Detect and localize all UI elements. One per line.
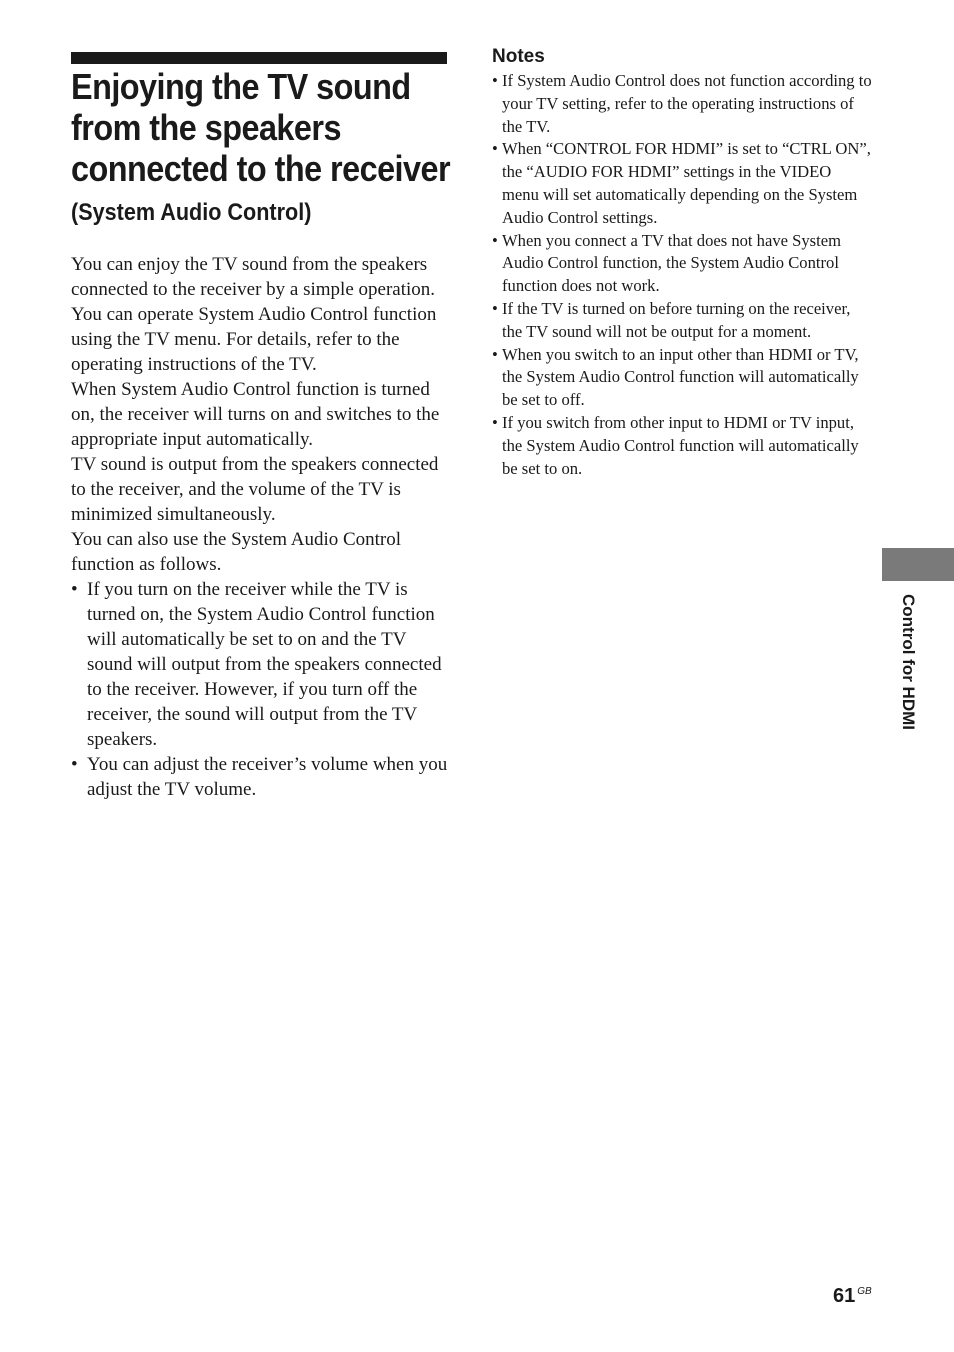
note-item [492, 230, 872, 298]
body-paragraph: You can enjoy the TV sound from the speakers connected to the receiver by a simple operation. [71, 254, 436, 300]
body-paragraph: You can also use the System Audio Control function as follows. [71, 529, 402, 575]
bullet-icon: • [492, 298, 498, 318]
notes-section [492, 44, 872, 480]
bullet-icon: • [492, 71, 498, 90]
list-item-text: You can adjust the receiver’s volume when you adjust the TV volume. [87, 754, 448, 800]
main-text [71, 252, 451, 802]
title-line: Enjoying the TV sound [71, 66, 411, 107]
section-tab-marker [882, 548, 954, 581]
page-number [833, 1280, 872, 1308]
note-text: If System Audio Control does not function according to your TV setting, refer to the operating instructions of the TV. [502, 71, 872, 136]
body-paragraph: When System Audio Control function is turned on, the receiver will turns on and switches to the appropriate input automatically. [71, 379, 440, 450]
notes-heading: Notes [492, 46, 545, 67]
page-title [71, 66, 451, 189]
note-item [492, 138, 872, 229]
page-number-suffix: GB [857, 1286, 872, 1297]
note-item [492, 412, 872, 480]
list-item-text: If you turn on the receiver while the TV is turned on, the System Audio Control function will automatically be set to on and the TV sound will output from the speakers connected to the receiver. However, if you turn off the receiver, the sound will output from the TV speakers. [87, 579, 442, 750]
title-line: connected to the receiver [71, 148, 451, 189]
feature-list [71, 577, 451, 802]
page-subtitle: (System Audio Control) [71, 199, 312, 226]
bullet-icon: • [492, 344, 498, 364]
section-tab-label: Control for HDMI [899, 594, 918, 730]
title-line: from the speakers [71, 107, 341, 148]
notes-list [492, 70, 872, 480]
note-text: When you switch to an input other than HDMI or TV, the System Audio Control function will automatically be set to off. [502, 344, 859, 410]
note-text: If you switch from other input to HDMI or TV input, the System Audio Control function will automatically be set to on. [502, 412, 859, 478]
body-paragraph: You can operate System Audio Control function using the TV menu. For details, refer to the operating instructions of the TV. [71, 304, 437, 375]
list-item [71, 577, 451, 752]
bullet-icon: • [492, 412, 498, 432]
note-text: When you connect a TV that does not have System Audio Control function, the System Audio Control function does not work. [502, 230, 842, 296]
note-text: When “CONTROL FOR HDMI” is set to “CTRL ON”, the “AUDIO FOR HDMI” settings in the VIDEO menu will set automatically depending on the System Audio Control settings. [502, 139, 871, 227]
note-text: If the TV is turned on before turning on the receiver, the TV sound will not be output for a moment. [502, 298, 851, 341]
bullet-icon: • [71, 754, 78, 775]
bullet-icon: • [71, 579, 78, 600]
body-paragraph: TV sound is output from the speakers connected to the receiver, and the volume of the TV is minimized simultaneously. [71, 454, 439, 525]
note-item [492, 70, 872, 138]
list-item [71, 752, 451, 802]
note-item [492, 298, 872, 344]
bullet-icon: • [492, 230, 498, 250]
note-item [492, 344, 872, 412]
page-number-value: 61 [833, 1285, 856, 1307]
title-rule [71, 52, 447, 64]
bullet-icon: • [492, 139, 498, 159]
